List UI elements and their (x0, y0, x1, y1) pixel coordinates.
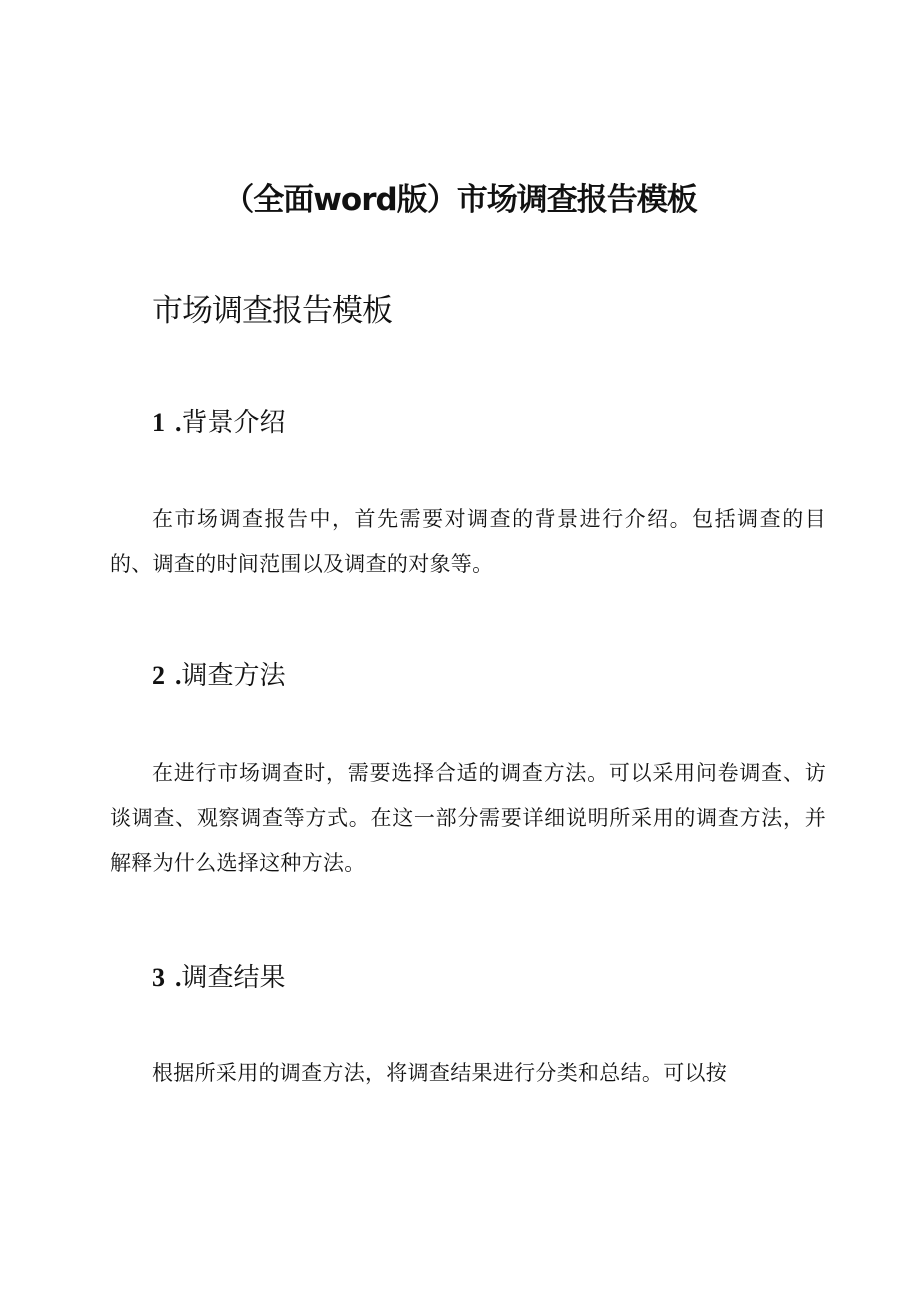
section-number: 3 (152, 963, 165, 992)
section-dot: . (175, 408, 182, 437)
section-number: 1 (152, 408, 165, 437)
section-paragraph-2: 在进行市场调查时，需要选择合适的调查方法。可以采用问卷调查、访谈调查、观察调查等方式。在这一部分需要详细说明所采用的调查方法，并解释为什么选择这种方法。 (110, 761, 826, 875)
section-heading-text: 背景介绍 (181, 408, 286, 438)
section-heading-1 (152, 403, 286, 443)
section-heading-3 (152, 958, 286, 998)
section-number: 2 (152, 661, 165, 690)
section-paragraph-3: 根据所采用的调查方法，将调查结果进行分类和总结。可以按 (152, 1061, 728, 1085)
document-title: （全面word版）市场调查报告模板 (223, 182, 697, 218)
section-dot: . (175, 661, 182, 690)
document-subtitle: 市场调查报告模板 (152, 293, 392, 329)
section-heading-text: 调查结果 (181, 963, 286, 993)
section-heading-2 (152, 656, 286, 696)
section-heading-text: 调查方法 (181, 661, 286, 691)
section-paragraph-1: 在市场调查报告中，首先需要对调查的背景进行介绍。包括调查的目的、调查的时间范围以及调查的对象等。 (110, 507, 826, 576)
section-dot: . (175, 963, 182, 992)
